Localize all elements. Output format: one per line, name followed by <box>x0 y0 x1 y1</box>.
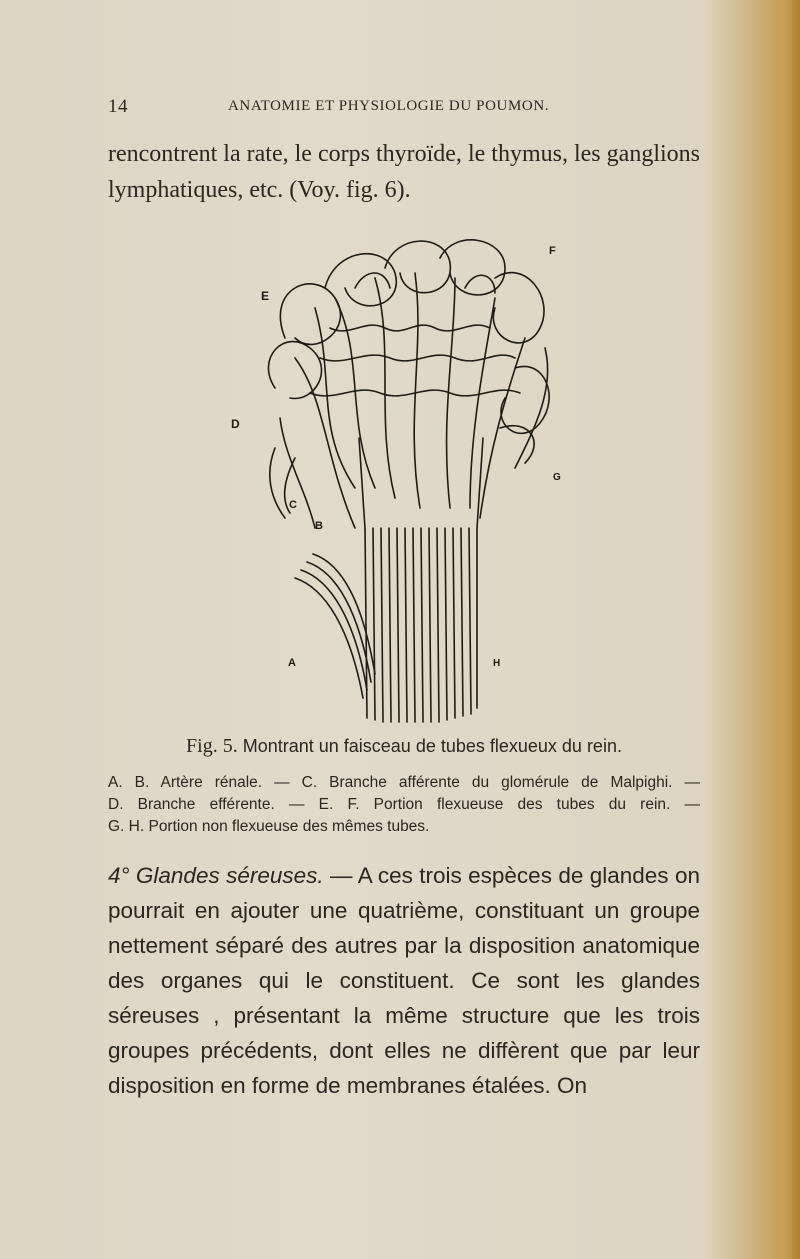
label-B: B <box>315 520 323 532</box>
legend-line-3: G. H. Portion non flexueuse des mêmes tubes. <box>108 818 430 835</box>
caption-text: Montrant un faisceau de tubes flexueux du rein. <box>242 736 622 756</box>
page-header <box>108 96 698 120</box>
paragraph-top: rencontrent la rate, le corps thyroïde, le thymus, les ganglions lymphatiques, etc. (Voy. fig. 6). <box>108 141 700 203</box>
section-number: 4° <box>108 863 130 888</box>
tubes-illustration <box>231 228 565 728</box>
label-C: C <box>289 499 297 511</box>
label-A: A <box>288 657 296 669</box>
label-D: D <box>231 417 240 431</box>
section-paragraph <box>108 858 700 1103</box>
page-edge <box>774 0 800 1259</box>
label-H: H <box>493 658 501 669</box>
legend-line-1: A. B. Artère rénale. — C. Branche afférente du glomérule de Malpighi. — <box>108 774 700 791</box>
figure-legend <box>108 772 700 838</box>
label-E-top: E <box>261 289 270 303</box>
straight-tubes <box>359 438 483 722</box>
running-title: ANATOMIE ET PHYSIOLOGIE DU POUMON. <box>228 98 550 114</box>
figure-kidney-tubes <box>231 228 565 728</box>
figure-caption <box>108 735 700 758</box>
flexuous-loops <box>268 240 549 528</box>
renal-artery <box>295 554 375 698</box>
legend-line-2: D. Branche efférente. — E. F. Portion flexueuse des tubes du rein. — <box>108 796 700 813</box>
caption-number: Fig. 5. <box>186 735 238 757</box>
section-body: — A ces trois espèces de glandes on pourrait en ajouter une quatrième, constituant un groupe nettement séparé des autres par la disposition anatomique des organes qui le constituent. Ce sont les glandes séreuses , présentant la même structure que les trois groupes précédents, dont elles ne diffèrent que par leur disposition en forme de membranes étalées. On <box>108 863 700 1098</box>
page-number: 14 <box>108 96 128 117</box>
label-G: G <box>553 472 561 483</box>
section-title: Glandes séreuses. <box>135 863 324 888</box>
label-F: F <box>549 245 556 257</box>
